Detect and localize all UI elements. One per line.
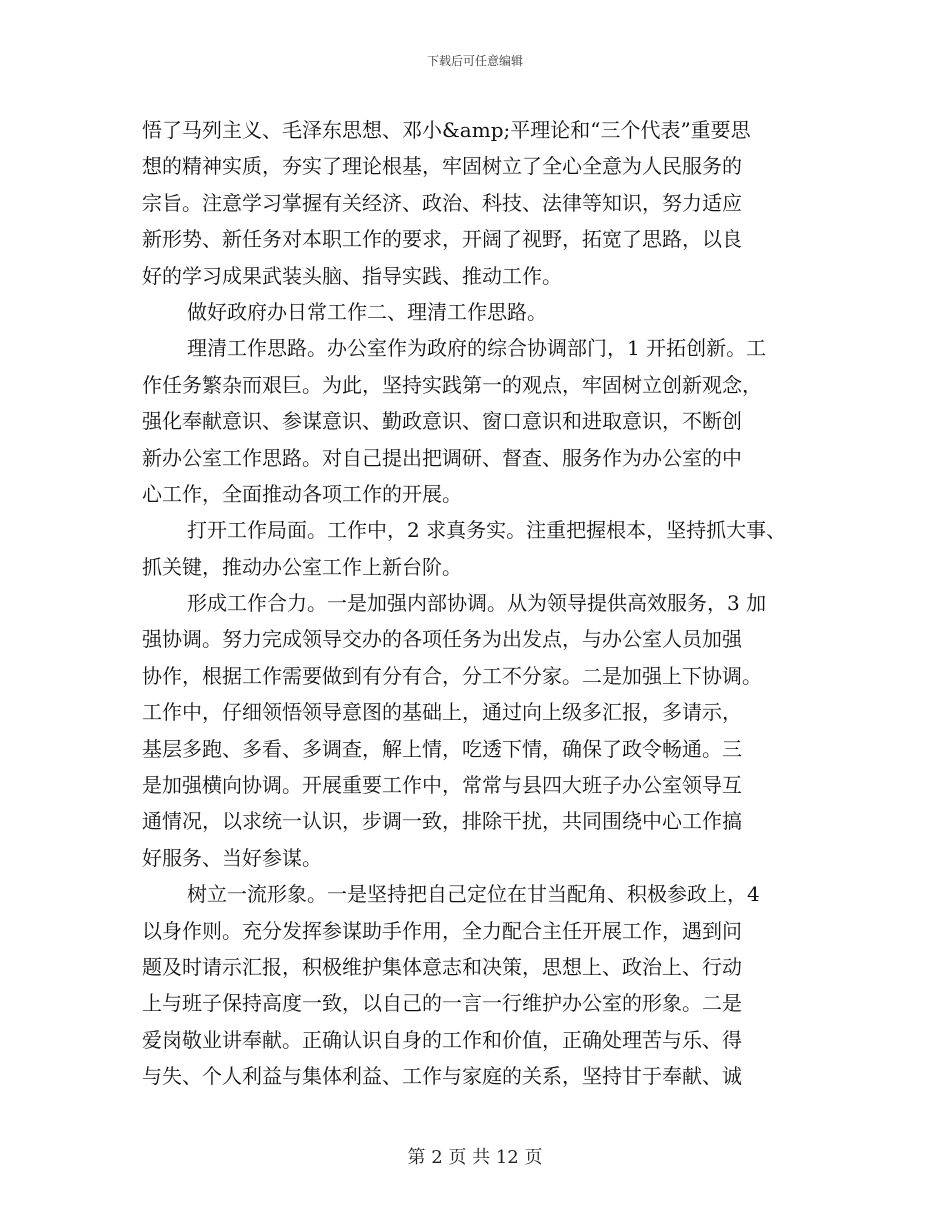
text-line: 树立一流形象。一是坚持把自己定位在甘当配角、积极参政上，4 (187, 882, 760, 907)
text-line: 工作中，仔细领悟领导意图的基础上，通过向上级多汇报，多请示， (142, 700, 742, 725)
text-line: 强协调。努力完成领导交办的各项任务为出发点，与办公室人员加强 (142, 627, 742, 652)
text-line: 爱岗敬业讲奉献。正确认识自身的工作和价值，正确处理苦与乐、得 (142, 1027, 742, 1052)
document-body (142, 112, 822, 1095)
text-line: 做好政府办日常工作二、理清工作思路。 (187, 299, 547, 324)
page-header: 下载后可任意编辑 (426, 54, 523, 68)
text-line: 好的学习成果武装头脑、指导实践、推动工作。 (142, 263, 562, 288)
text-line: 新办公室工作思路。对自己提出把调研、督查、服务作为办公室的中 (142, 445, 742, 470)
text-line: 宗旨。注意学习掌握有关经济、政治、科技、法律等知识，努力适应 (142, 190, 742, 215)
page-footer: 第 2 页 共 12 页 (407, 1147, 543, 1168)
text-line: 心工作，全面推动各项工作的开展。 (142, 481, 462, 506)
text-line: 是加强横向协调。开展重要工作中，常常与县四大班子办公室领导互 (142, 773, 742, 798)
text-line: 形成工作合力。一是加强内部协调。从为领导提供高效服务，3 加 (187, 591, 767, 616)
text-line: 强化奉献意识、参谋意识、勤政意识、窗口意识和进取意识，不断创 (142, 409, 742, 434)
text-line: 上与班子保持高度一致，以自己的一言一行维护办公室的形象。二是 (142, 991, 742, 1016)
text-line: 好服务、当好参谋。 (142, 845, 322, 870)
text-line: 抓关键，推动办公室工作上新台阶。 (142, 554, 462, 579)
text-line: 协作，根据工作需要做到有分有合，分工不分家。二是加强上下协调。 (142, 663, 762, 688)
text-line: 打开工作局面。工作中，2 求真务实。注重把握根本，坚持抓大事、 (187, 518, 787, 543)
text-line: 想的精神实质，夯实了理论根基，牢固树立了全心全意为人民服务的 (142, 154, 742, 179)
text-line: 通情况，以求统一认识，步调一致，排除干扰，共同围绕中心工作搞 (142, 809, 742, 834)
text-line: 新形势、新任务对本职工作的要求，开阔了视野，拓宽了思路，以良 (142, 227, 742, 252)
text-line: 与失、个人利益与集体利益、工作与家庭的关系，坚持甘于奉献、诚 (142, 1064, 742, 1089)
text-line: 以身作则。充分发挥参谋助手作用，全力配合主任开展工作，遇到问 (142, 918, 742, 943)
text-line: 作任务繁杂而艰巨。为此，坚持实践第一的观点，牢固树立创新观念， (142, 372, 762, 397)
text-line: 题及时请示汇报，积极维护集体意志和决策，思想上、政治上、行动 (142, 954, 742, 979)
text-line: 悟了马列主义、毛泽东思想、邓小&amp;平理论和“三个代表”重要思 (142, 118, 751, 142)
text-line: 理清工作思路。办公室作为政府的综合协调部门，1 开拓创新。工 (187, 336, 767, 361)
text-line: 基层多跑、多看、多调查，解上情，吃透下情，确保了政令畅通。三 (142, 736, 742, 761)
